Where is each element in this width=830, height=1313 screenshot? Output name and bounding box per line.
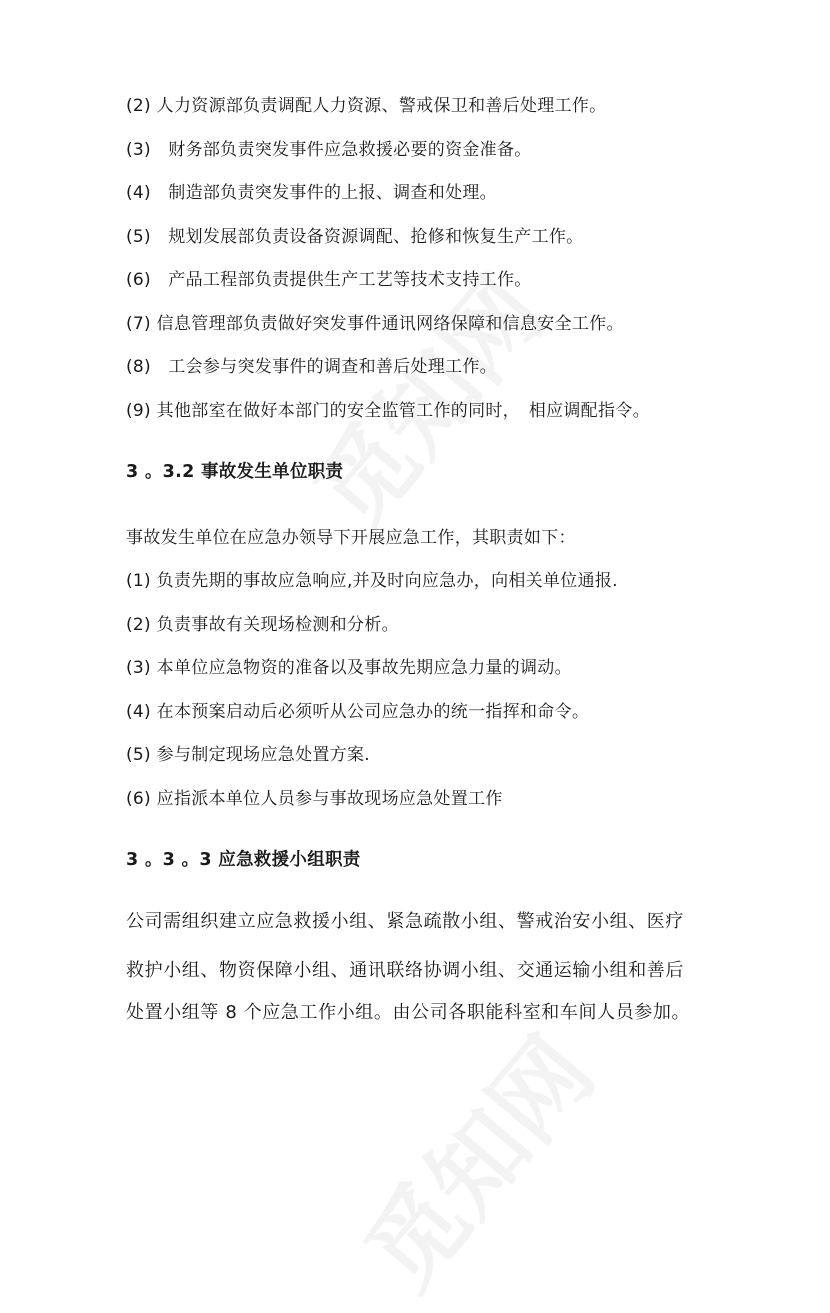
section-333-paragraph-line-2: 救护小组、物资保障小组、通讯联络协调小组、交通运输小组和善后: [126, 960, 684, 981]
duty-item-4: (4) 在本预案启动后必须听从公司应急办的统一指挥和命令。: [126, 702, 590, 722]
section-333-paragraph-line-1: 公司需组织建立应急救援小组、紧急疏散小组、警戒治安小组、医疗: [126, 911, 684, 932]
role-item-7: (7) 信息管理部负责做好突发事件通讯网络保障和信息安全工作。: [126, 314, 624, 334]
role-item-9: (9) 其他部室在做好本部门的安全监管工作的同时， 相应调配指令。: [126, 401, 650, 421]
section-333-paragraph-line-3: 处置小组等 8 个应急工作小组。由公司各职能科室和车间人员参加。: [126, 1002, 691, 1023]
role-item-3: (3) 财务部负责突发事件应急救援必要的资金准备。: [126, 140, 532, 160]
section-332-heading: 3 。3.2 事故发生单位职责: [126, 462, 344, 482]
section-333-heading: 3 。3 。3 应急救援小组职责: [126, 850, 361, 870]
duty-item-2: (2) 负责事故有关现场检测和分析。: [126, 615, 399, 635]
role-item-4: (4) 制造部负责突发事件的上报、调查和处理。: [126, 183, 497, 203]
role-item-6: (6) 产品工程部负责提供生产工艺等技术支持工作。: [126, 270, 532, 290]
duty-item-3: (3) 本单位应急物资的准备以及事故先期应急力量的调动。: [126, 658, 572, 678]
watermark-lower: [329, 1004, 619, 1313]
duty-item-5: (5) 参与制定现场应急处置方案.: [126, 745, 370, 765]
section-332-intro: 事故发生单位在应急办领导下开展应急工作，其职责如下：: [126, 528, 576, 548]
duty-item-6: (6) 应指派本单位人员参与事故现场应急处置工作: [126, 789, 503, 809]
role-item-2: (2) 人力资源部负责调配人力资源、警戒保卫和善后处理工作。: [126, 96, 607, 116]
role-item-5: (5) 规划发展部负责设备资源调配、抢修和恢复生产工作。: [126, 227, 584, 247]
duty-item-1: (1) 负责先期的事故应急响应,并及时向应急办，向相关单位通报.: [126, 571, 618, 591]
role-item-8: (8) 工会参与突发事件的调查和善后处理工作。: [126, 357, 497, 377]
